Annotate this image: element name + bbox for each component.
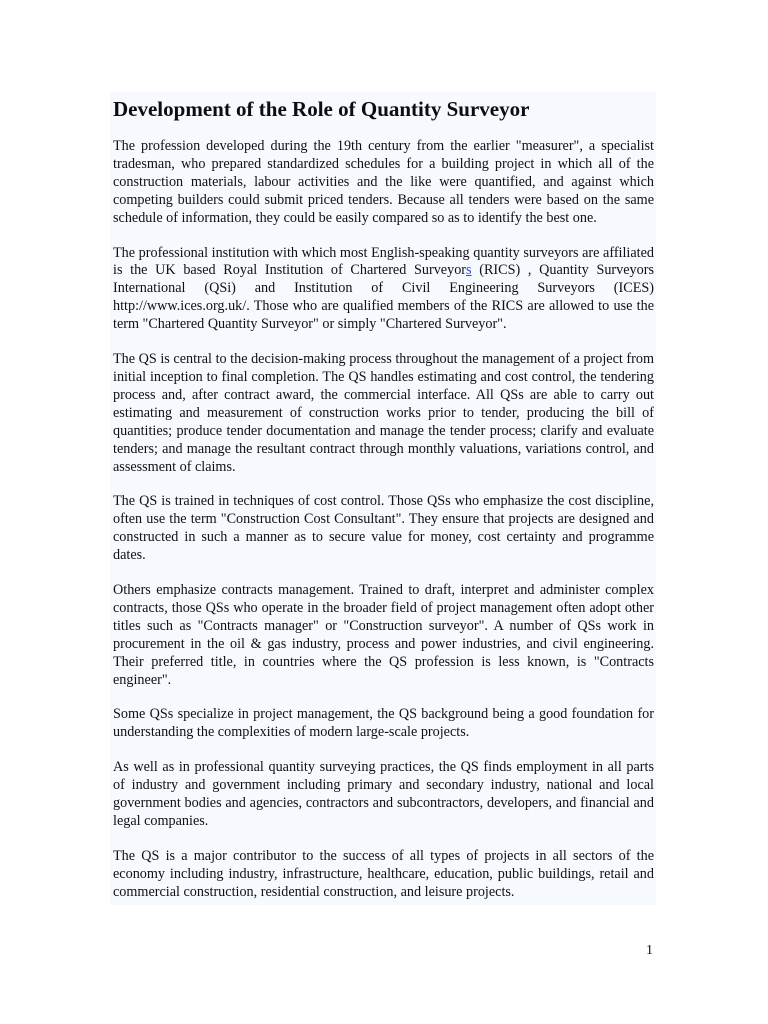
- paragraph-institutions: [113, 245, 654, 335]
- document-title: Development of the Role of Quantity Surveyor: [113, 97, 530, 121]
- paragraph-institutions-text-start: The professional institution with which most English-speaking quantity surveyors are affiliated is the UK based Royal Institution of Chartered Surveyor: [113, 244, 654, 279]
- paragraph-decision-making: The QS is central to the decision-making process throughout the management of a project from initial inception to final completion. The QS handles estimating and cost control, the tendering process and, after contract award, the commercial interface. All QSs are able to carry out estimating and measurement of construction works prior to tender, producing the bill of quantities; produce tender documentation and manage the tender process; clarify and evaluate tenders; and manage the resultant contract through monthly valuations, variations control, and assessment of claims.: [113, 351, 654, 475]
- paragraph-contribution: The QS is a major contributor to the success of all types of projects in all sectors of the economy including industry, infrastructure, healthcare, education, public buildings, retail and commercial construction, residential construction, and leisure projects.: [113, 847, 654, 900]
- rics-link[interactable]: s: [466, 262, 472, 279]
- page-number: 1: [646, 943, 653, 958]
- paragraph-project-management: Some QSs specialize in project management, the QS background being a good foundation for understanding the complexities of modern large-scale projects.: [113, 706, 654, 741]
- paragraph-cost-control: The QS is trained in techniques of cost control. Those QSs who emphasize the cost discipline, often use the term "Construction Cost Consultant". They ensure that projects are designed and constructed in such a manner as to secure value for money, cost certainty and programme dates.: [113, 493, 654, 564]
- paragraph-employment: As well as in professional quantity surveying practices, the QS finds employment in all parts of industry and government including primary and secondary industry, national and local government bodies and agencies, contractors and subcontractors, developers, and financial and legal companies.: [113, 759, 654, 829]
- paragraph-history: The profession developed during the 19th century from the earlier "measurer", a specialist tradesman, who prepared standardized schedules for a building project in which all of the construction materials, labour activities and the like were quantified, and against which competing builders could submit priced tenders. Because all tenders were based on the same schedule of information, they could be easily compared so as to identify the best one.: [113, 138, 654, 226]
- document-body: [110, 92, 656, 905]
- paragraph-institutions-text-end: (RICS) , Quantity Surveyors International (QSi) and Institution of Civil Engineering Surveyors (ICES) http://www.ices.org.uk/. Those who are qualified members of the RICS are allowed to use the term "Chartered Quantity Surveyor" or simply "Chartered Surveyor".: [113, 262, 654, 333]
- paragraph-contracts-management: Others emphasize contracts management. Trained to draft, interpret and administer complex contracts, those QSs who operate in the broader field of project management often adopt other titles such as "Contracts manager" or "Construction surveyor". A number of QSs work in procurement in the oil & gas industry, process and power industries, and civil engineering. Their preferred title, in countries where the QS profession is less known, is "Contracts engineer".: [113, 582, 654, 688]
